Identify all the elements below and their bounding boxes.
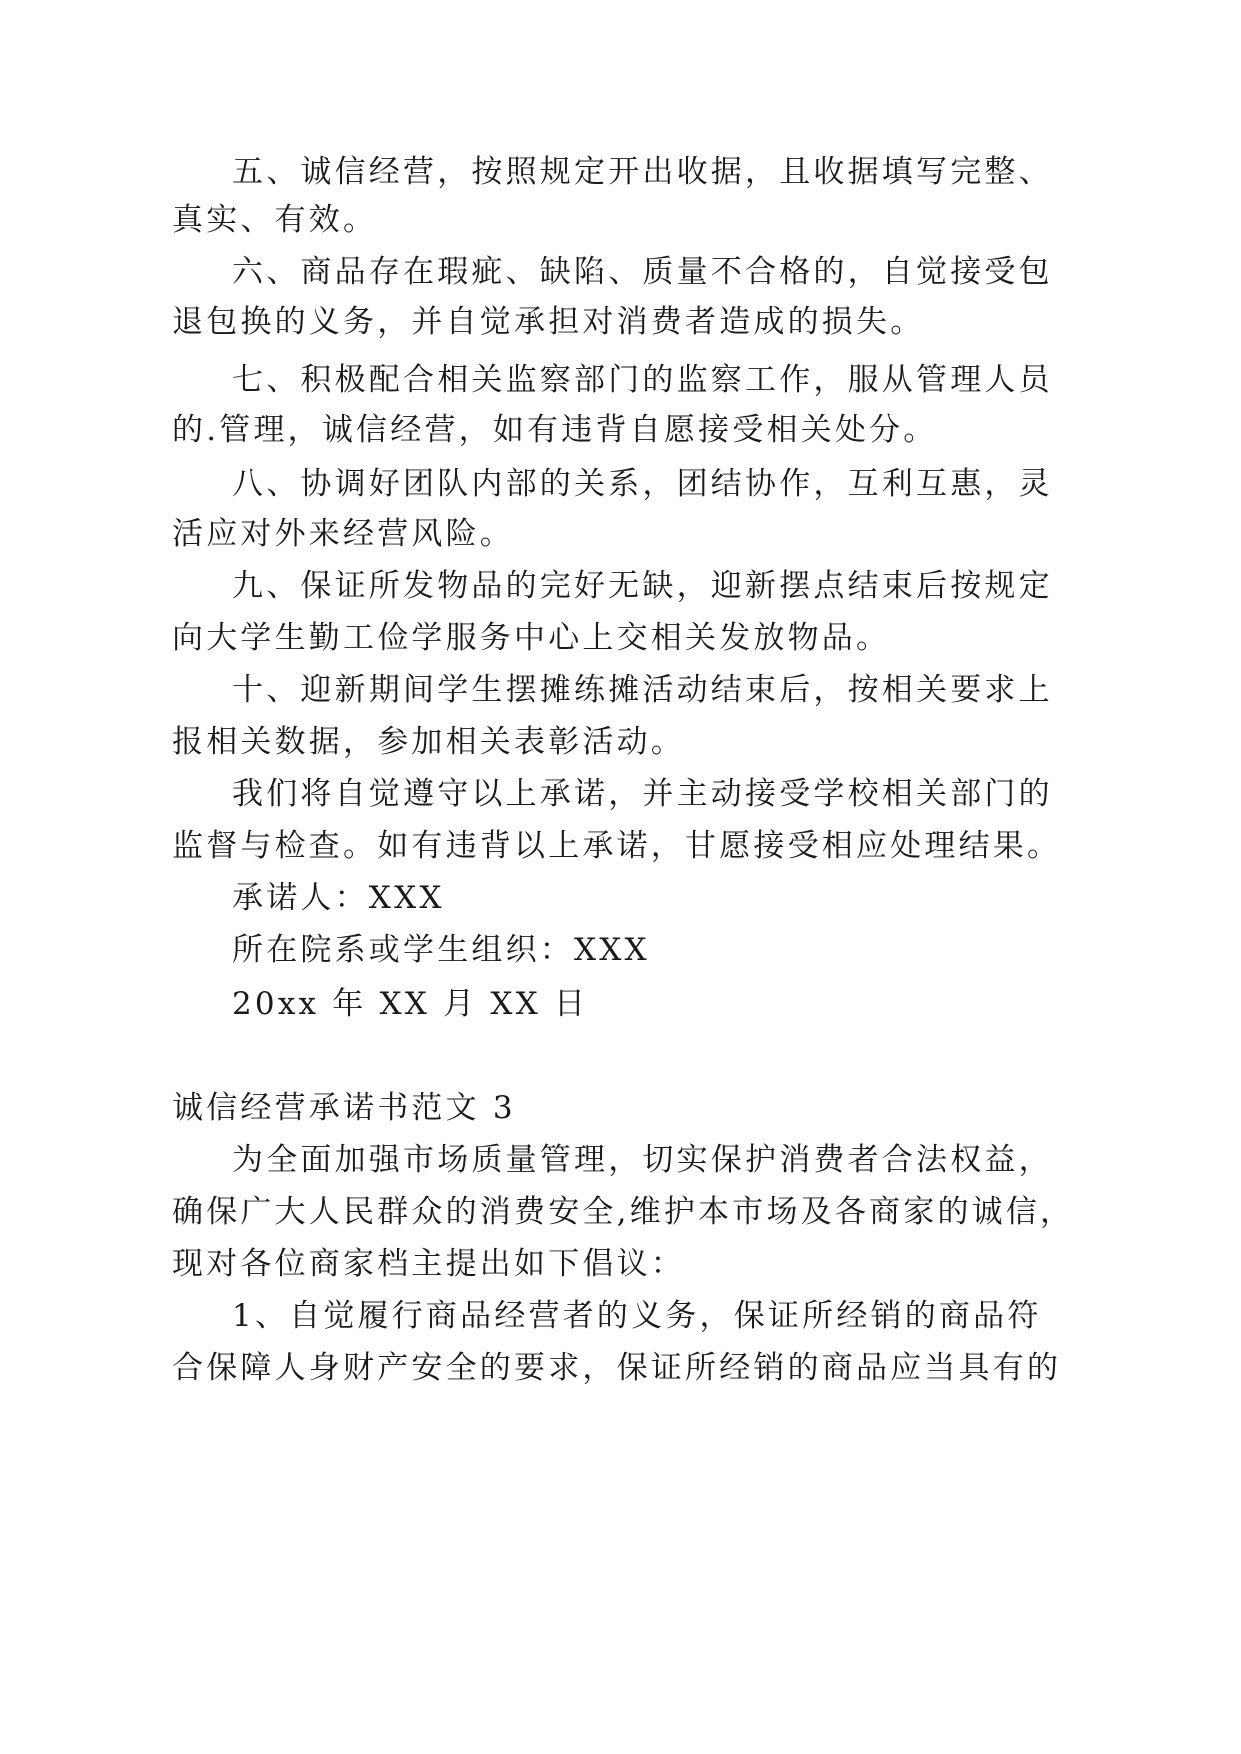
date-line: 20xx 年 XX 月 XX 日 bbox=[232, 986, 589, 1022]
closing-statement-line-2: 监督与检查。如有违背以上承诺，甘愿接受相应处理结果。 bbox=[172, 828, 1062, 864]
intro-line-1: 为全面加强市场质量管理，切实保护消费者合法权益， bbox=[232, 1142, 1053, 1178]
intro-line-2: 确保广大人民群众的消费安全,维护本市场及各商家的诚信， bbox=[172, 1194, 1075, 1230]
paragraph-7-line-1: 七、积极配合相关监察部门的监察工作，服从管理人员 bbox=[232, 362, 1053, 398]
closing-statement-line-1: 我们将自觉遵守以上承诺，并主动接受学校相关部门的 bbox=[232, 776, 1053, 812]
paragraph-8-line-1: 八、协调好团队内部的关系，团结协作，互利互惠，灵 bbox=[232, 466, 1053, 502]
organization-line: 所在院系或学生组织：XXX bbox=[232, 932, 650, 968]
paragraph-8-line-2: 活应对外来经营风险。 bbox=[172, 516, 514, 552]
section-title: 诚信经营承诺书范文 3 bbox=[172, 1090, 516, 1126]
paragraph-5-line-1: 五、诚信经营，按照规定开出收据，且收据填写完整、 bbox=[232, 154, 1053, 190]
signer-line: 承诺人：XXX bbox=[232, 880, 445, 916]
item-1-line-1: 1、自觉履行商品经营者的义务，保证所经销的商品符 bbox=[232, 1298, 1042, 1334]
intro-line-3: 现对各位商家档主提出如下倡议： bbox=[172, 1246, 685, 1282]
paragraph-9-line-1: 九、保证所发物品的完好无缺，迎新摆点结束后按规定 bbox=[232, 568, 1053, 604]
paragraph-5-line-2: 真实、有效。 bbox=[172, 202, 378, 238]
paragraph-6-line-2: 退包换的义务，并自觉承担对消费者造成的损失。 bbox=[172, 304, 925, 340]
item-1-line-2: 合保障人身财产安全的要求，保证所经销的商品应当具有的 bbox=[172, 1350, 1062, 1386]
paragraph-7-line-2: 的.管理，诚信经营，如有违背自愿接受相关处分。 bbox=[172, 412, 938, 448]
paragraph-10-line-2: 报相关数据，参加相关表彰活动。 bbox=[172, 724, 685, 760]
paragraph-6-line-1: 六、商品存在瑕疵、缺陷、质量不合格的，自觉接受包 bbox=[232, 254, 1053, 290]
paragraph-9-line-2: 向大学生勤工俭学服务中心上交相关发放物品。 bbox=[172, 620, 891, 656]
paragraph-10-line-1: 十、迎新期间学生摆摊练摊活动结束后，按相关要求上 bbox=[232, 672, 1053, 708]
